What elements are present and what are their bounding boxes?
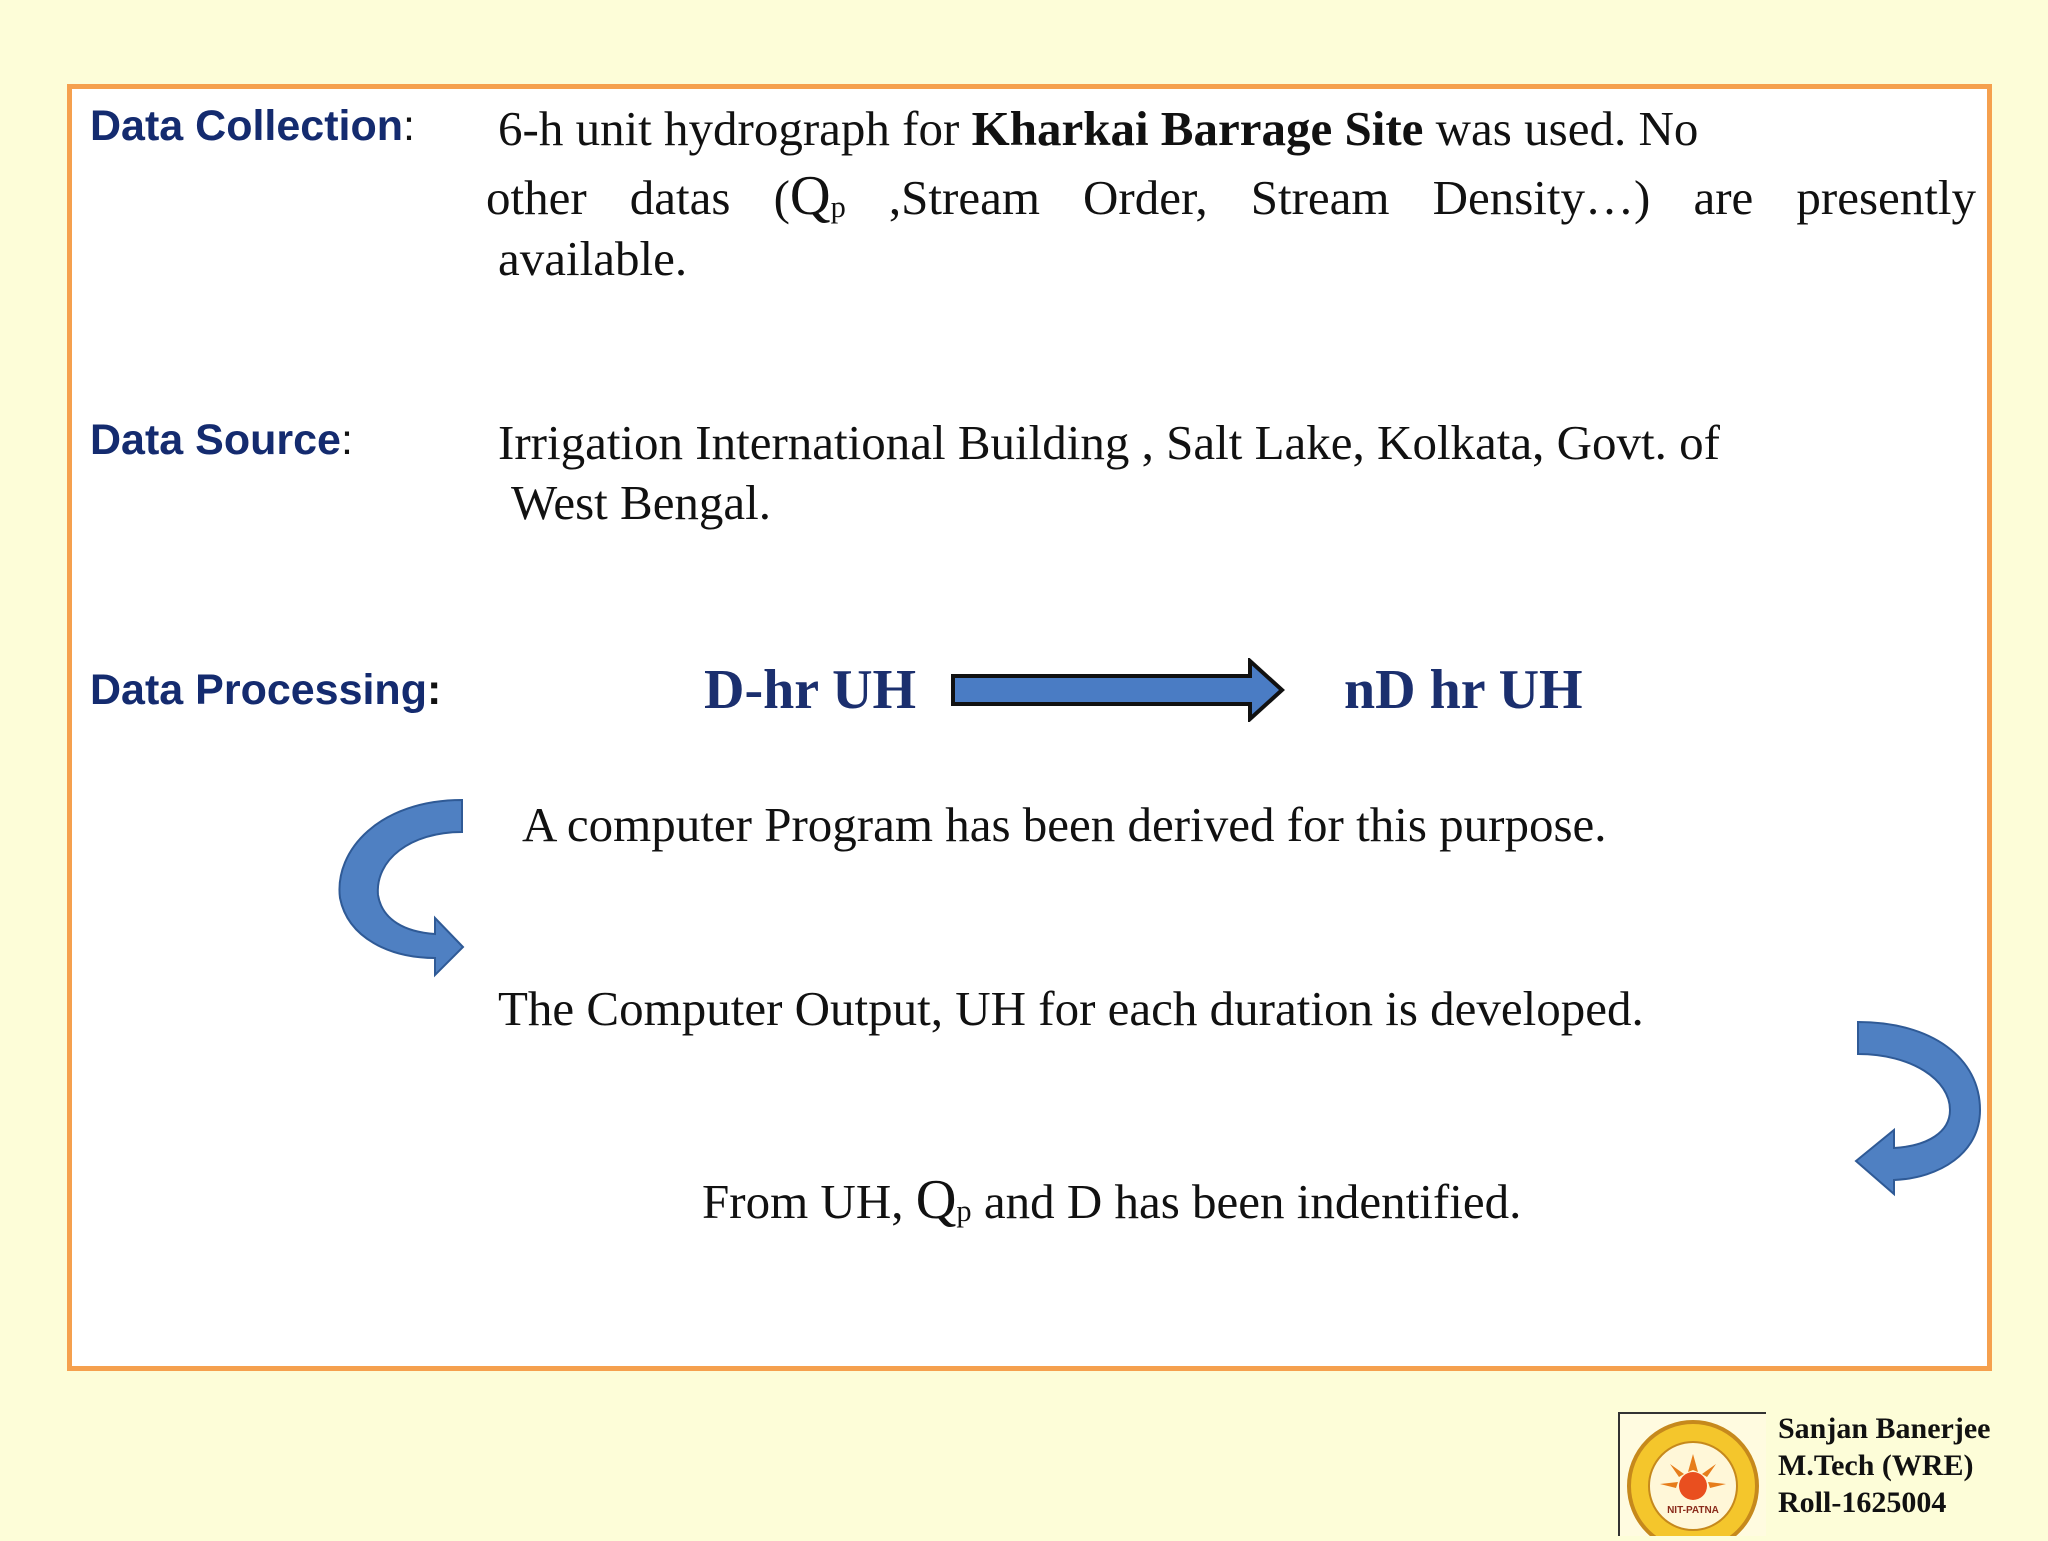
author-name: Sanjan Banerjee <box>1778 1412 1991 1445</box>
data-source-line2: West Bengal. <box>511 475 772 530</box>
curved-arrow-right-icon <box>1852 1018 1984 1198</box>
institute-logo-box <box>1618 1412 1766 1536</box>
data-collection-line2: other datas ($Q_p$ ,Stream Order, Stream Density…) are presently <box>486 165 1976 227</box>
data-source-label: Data Source: <box>90 416 353 464</box>
data-source-line1: Irrigation International Building , Salt Lake, Kolkata, Govt. of <box>498 415 1720 470</box>
step2-text: The Computer Output, UH for each duration is developed. <box>498 981 1644 1036</box>
nd-hr-uh-label: nD hr UH <box>1344 659 1583 721</box>
curved-arrow-left-icon <box>330 790 470 980</box>
data-collection-label: Data Collection: <box>90 102 415 150</box>
data-collection-line1: 6-h unit hydrograph for Kharkai Barrage Site was used. No <box>498 101 1699 156</box>
author-roll: Roll-1625004 <box>1778 1486 1947 1519</box>
author-degree: M.Tech (WRE) <box>1778 1449 1974 1482</box>
data-processing-label: Data Processing: <box>90 666 442 714</box>
data-collection-line3: available. <box>498 231 688 286</box>
svg-text:NIT-PATNA: NIT-PATNA <box>1667 1505 1719 1516</box>
nit-patna-logo-icon <box>1620 1414 1766 1536</box>
right-arrow-icon <box>950 658 1286 722</box>
d-hr-uh-label: D-hr UH <box>704 659 917 721</box>
step1-text: A computer Program has been derived for this purpose. <box>522 797 1607 852</box>
step3-text: From UH, $Q_p$ and D has been indentified. <box>702 1169 1522 1231</box>
author-info <box>1778 1410 1991 1521</box>
